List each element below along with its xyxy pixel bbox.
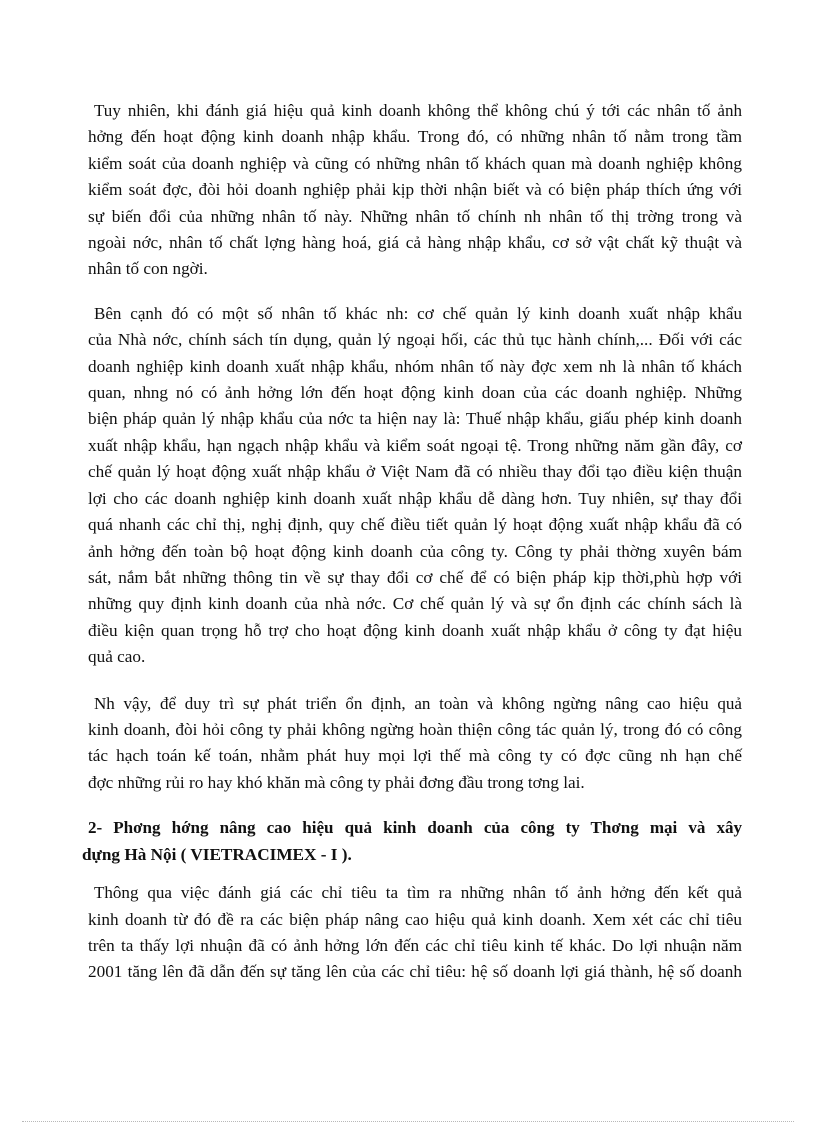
text-line: Nh vậy, để duy trì sự phát triển ổn định, an toàn và không ngừng nâng cao hiệu quả <box>94 693 742 713</box>
text-line: sự biến đổi của những nhân tố này. Những nhân tố chính nh nhân tố thị trờng trong và <box>88 206 742 226</box>
section-heading <box>82 814 742 868</box>
page-bottom-rule <box>22 1121 794 1122</box>
paragraph-indicator-evaluation <box>82 880 742 986</box>
heading-line: dựng Hà Nội ( VIETRACIMEX - I ). <box>82 845 352 865</box>
text-line: của Nhà nớc, chính sách tín dụng, quản lý ngoại hối, các thủ tục hành chính,... Đối với các <box>88 330 742 350</box>
text-line: xuất nhập khẩu, hạn ngạch nhập khẩu và kiểm soát ngoại tệ. Trong những năm gần đây, cơ <box>88 435 742 455</box>
text-line: trên ta thấy lợi nhuận đã có ảnh hởng lớn đến các chỉ tiêu kinh tế khác. Do lợi nhuận năm <box>88 935 742 955</box>
text-line: đợc những rủi ro hay khó khăn mà công ty phải đơng đầu trong tơng lai. <box>88 772 585 792</box>
text-line: kiểm soát của doanh nghiệp và cũng có những nhân tố khách quan mà doanh nghiệp không <box>88 153 742 173</box>
text-line: quả cao. <box>88 647 146 667</box>
text-line: điều kiện quan trọng hỗ trợ cho hoạt động kinh doanh xuất nhập khẩu ở công ty đạt hiệu <box>88 620 742 640</box>
text-line: Bên cạnh đó có một số nhân tố khác nh: cơ chế quản lý kinh doanh xuất nhập khẩu <box>94 303 742 323</box>
text-line: kinh doanh từ đó đề ra các biện pháp nâng cao hiệu quả kinh doanh. Xem xét các chỉ tiêu <box>88 909 742 929</box>
text-line: quan, nhng nó có ảnh hởng lớn đến hoạt động kinh doan của các doanh nghiệp. Những <box>88 383 742 403</box>
text-line: ngoài nớc, nhân tố chất lợng hàng hoá, giá cả hàng nhập khẩu, cơ sở vật chất kỹ thuật và <box>88 233 742 253</box>
text-line: sát, nắm bắt những thông tin về sự thay đổi cơ chế để có biện pháp kịp thời,phù hợp với <box>88 567 742 587</box>
text-line: kinh doanh, đòi hỏi công ty phải không ngừng hoàn thiện công tác quản lý, trong đó có công <box>88 719 742 739</box>
text-line: tác hạch toán kế toán, nhằm phát huy mọi lợi thế mà công ty có đợc cũng nh hạn chế <box>88 746 742 766</box>
heading-line: 2- Phơng hớng nâng cao hiệu quả kinh doanh của công ty Thơng mại và xây <box>88 818 742 838</box>
text-line: ảnh hởng đến toàn bộ hoạt động kinh doanh của công ty. Công ty phải thờng xuyên bám <box>88 541 742 561</box>
text-line: nhân tố con ngời. <box>88 259 208 279</box>
paragraph-management-mechanism <box>82 301 742 671</box>
text-line: biện pháp quản lý nhập khẩu của nớc ta hiện nay là: Thuế nhập khẩu, giấu phép kinh doanh <box>88 409 742 429</box>
text-line: Tuy nhiên, khi đánh giá hiệu quả kinh doanh không thể không chú ý tới các nhân tố ảnh <box>94 101 742 120</box>
text-line: doanh nghiệp kinh doanh xuất nhập khẩu, nhóm nhân tố này đợc xem nh là nhân tố khách <box>88 356 742 376</box>
text-line: Thông qua việc đánh giá các chỉ tiêu ta tìm ra những nhân tố ảnh hởng đến kết quả <box>94 883 742 903</box>
paragraph-sustainable-growth <box>82 691 742 797</box>
text-line: những quy định kinh doanh của nhà nớc. Cơ chế quản lý và sự ổn định các chính sách là <box>88 594 742 614</box>
document-page <box>82 98 742 986</box>
text-line: 2001 tăng lên đã dẫn đến sự tăng lên của các chỉ tiêu: hệ số doanh lợi giá thành, hệ số doanh <box>88 962 742 982</box>
text-line: lợi cho các doanh nghiệp kinh doanh xuất nhập khẩu dễ dàng hơn. Tuy nhiên, sự thay đổi <box>88 488 742 508</box>
text-line: chế quản lý hoạt động xuất nhập khẩu ở Việt Nam đã có nhiều thay đổi tạo điều kiện thuận <box>88 462 742 482</box>
paragraph-influencing-factors <box>82 98 742 283</box>
text-line: kiểm soát đợc, đòi hỏi doanh nghiệp phải kịp thời nhận biết và có biện pháp thích ứng với <box>88 180 742 200</box>
text-line: hởng đến hoạt động kinh doanh nhập khẩu. Trong đó, có những nhân tố nằm trong tầm <box>88 127 742 147</box>
text-line: quá nhanh các chỉ thị, nghị định, quy chế điều tiết quản lý hoạt động xuất nhập khẩu đã có <box>88 515 742 535</box>
